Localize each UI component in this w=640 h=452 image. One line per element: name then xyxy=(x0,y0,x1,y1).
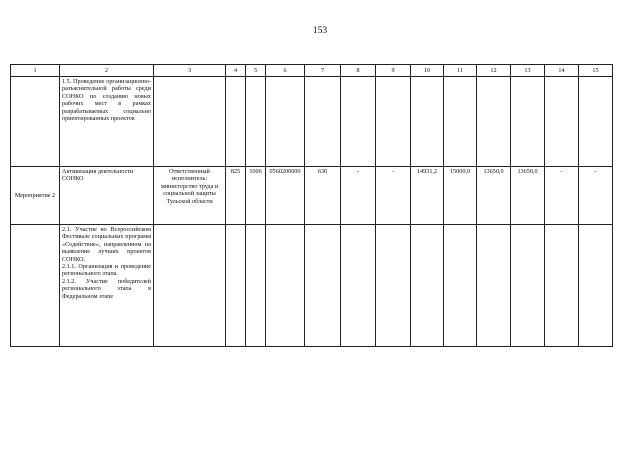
program-table xyxy=(10,64,613,347)
value-cell: - xyxy=(341,167,376,225)
page-number: 153 xyxy=(312,26,328,36)
empty-cell xyxy=(266,225,305,347)
empty-cell xyxy=(477,77,511,167)
measure-label: Мероприятие 2 xyxy=(11,167,60,225)
value-cell: 14931,2 xyxy=(411,167,444,225)
value-cell: 1006 xyxy=(246,167,266,225)
header-cell: 1 xyxy=(11,65,60,77)
empty-cell xyxy=(511,77,545,167)
value-cell: 15000,0 xyxy=(444,167,477,225)
header-cell: 6 xyxy=(266,65,305,77)
header-cell: 4 xyxy=(226,65,246,77)
empty-cell xyxy=(545,225,579,347)
header-cell: 2 xyxy=(60,65,154,77)
table-row xyxy=(11,225,613,347)
empty-cell xyxy=(376,77,411,167)
empty-cell xyxy=(246,77,266,167)
activity-paragraph: 2.1.1. Организация и проведение регионального этапа. xyxy=(62,263,151,278)
header-cell: 8 xyxy=(341,65,376,77)
value-cell: 825 xyxy=(226,167,246,225)
table-row xyxy=(11,167,613,225)
header-cell: 3 xyxy=(154,65,226,77)
empty-cell xyxy=(305,77,341,167)
value-cell: - xyxy=(545,167,579,225)
empty-cell xyxy=(477,225,511,347)
header-cell: 7 xyxy=(305,65,341,77)
empty-cell xyxy=(154,225,226,347)
value-cell: - xyxy=(579,167,613,225)
value-cell: - xyxy=(376,167,411,225)
table-header-row xyxy=(11,65,613,77)
activity-description: Активизация деятельности СОНКО xyxy=(60,167,154,225)
activity-paragraph: 2.1.2. Участие победителей регионального этапа в Федеральном этапе xyxy=(62,277,151,300)
value-cell: 630 xyxy=(305,167,341,225)
value-cell: 13650,0 xyxy=(511,167,545,225)
empty-cell xyxy=(246,225,266,347)
header-cell: 11 xyxy=(444,65,477,77)
header-cell: 13 xyxy=(511,65,545,77)
empty-cell xyxy=(226,77,246,167)
empty-cell xyxy=(411,77,444,167)
empty-cell xyxy=(226,225,246,347)
value-cell: 13650,0 xyxy=(477,167,511,225)
header-cell: 9 xyxy=(376,65,411,77)
empty-cell xyxy=(545,77,579,167)
table-row xyxy=(11,77,613,167)
activity-description xyxy=(60,225,154,347)
empty-cell xyxy=(444,225,477,347)
empty-cell xyxy=(579,225,613,347)
empty-cell xyxy=(341,225,376,347)
empty-cell xyxy=(511,225,545,347)
empty-cell xyxy=(376,225,411,347)
activity-paragraph: 2.1. Участие во Всероссийском Фестивале социальных программ «Содействие», направленном на выявление лучших проектов СОНКО. xyxy=(62,226,151,263)
empty-cell xyxy=(411,225,444,347)
header-cell: 15 xyxy=(579,65,613,77)
executor-cell: Ответственный исполнитель: министерство труда и социальной защиты Тульской области xyxy=(154,167,226,225)
empty-cell xyxy=(444,77,477,167)
empty-cell xyxy=(154,77,226,167)
header-cell: 5 xyxy=(246,65,266,77)
header-cell: 10 xyxy=(411,65,444,77)
value-cell: 0560200000 xyxy=(266,167,305,225)
activity-description: 1.5. Проведение организационно-разъяснительной работы среди СОНКО по созданию новых рабочих мест в рамках разрабатываемых социально ориентированных проектов xyxy=(60,77,154,167)
empty-cell xyxy=(305,225,341,347)
header-cell: 14 xyxy=(545,65,579,77)
empty-cell xyxy=(266,77,305,167)
header-cell: 12 xyxy=(477,65,511,77)
empty-cell xyxy=(579,77,613,167)
empty-cell xyxy=(11,225,60,347)
empty-cell xyxy=(341,77,376,167)
empty-cell xyxy=(11,77,60,167)
